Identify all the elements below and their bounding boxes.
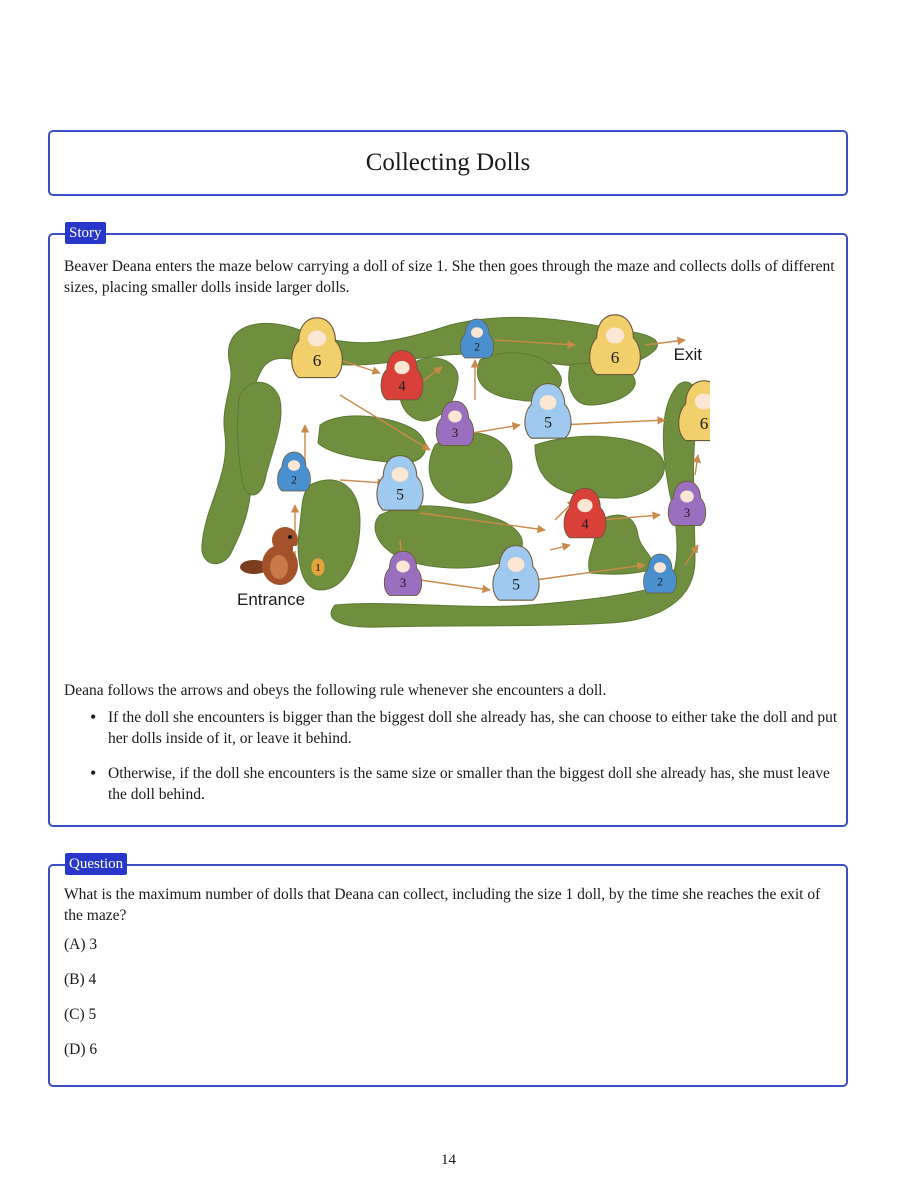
option-b[interactable]: (B) 4 bbox=[64, 971, 97, 988]
arrow bbox=[550, 545, 570, 550]
question-box bbox=[48, 856, 848, 1087]
doll-size-label: 6 bbox=[312, 351, 322, 371]
beaver-icon bbox=[240, 527, 298, 585]
arrow bbox=[560, 420, 665, 425]
doll-size-label: 2 bbox=[291, 474, 297, 487]
doll-icon bbox=[377, 456, 423, 511]
doll-size-label: 3 bbox=[399, 575, 407, 590]
answer-options bbox=[64, 936, 97, 1076]
doll-size-label: 5 bbox=[544, 414, 552, 432]
rule-item: • Otherwise, if the doll she encounters is the same size or smaller than the biggest doll she already has, she must leave the doll behind. bbox=[64, 763, 839, 805]
option-d[interactable]: (D) 6 bbox=[64, 1041, 98, 1058]
doll-size-label: 3 bbox=[683, 505, 691, 520]
question-tag: Question bbox=[65, 853, 127, 875]
island-6 bbox=[535, 436, 664, 498]
title-box bbox=[48, 130, 848, 196]
page-title: Collecting Dolls bbox=[365, 149, 531, 176]
doll-icon bbox=[292, 318, 343, 378]
island-1 bbox=[318, 416, 426, 463]
arrow bbox=[420, 580, 490, 590]
option-a[interactable]: (A) 3 bbox=[64, 936, 98, 953]
doll-size-label: 4 bbox=[398, 378, 406, 395]
doll-size-label: 5 bbox=[396, 486, 404, 504]
question-text: What is the maximum number of dolls that Deana can collect, including the size 1 doll, by the time she reaches the exit of the maze? bbox=[64, 886, 821, 924]
beaver-doll-label: 1 bbox=[315, 561, 321, 574]
story-text: Beaver Deana enters the maze below carrying a doll of size 1. She then goes through the maze and collects dolls of different sizes, placing smaller dolls inside larger dolls. bbox=[64, 258, 835, 296]
doll-icon bbox=[590, 315, 641, 375]
arrow bbox=[695, 455, 698, 475]
doll-size-label: 3 bbox=[451, 425, 459, 440]
option-c[interactable]: (C) 5 bbox=[64, 1006, 97, 1023]
doll-size-label: 2 bbox=[474, 341, 480, 354]
doll-size-label: 4 bbox=[581, 516, 589, 533]
exit-label: Exit bbox=[673, 345, 702, 364]
maze-diagram bbox=[190, 305, 710, 665]
entrance-label: Entrance bbox=[237, 590, 306, 609]
doll-size-label: 6 bbox=[610, 348, 620, 368]
story-box bbox=[48, 225, 848, 827]
rules-list bbox=[64, 707, 839, 819]
story-tag: Story bbox=[65, 222, 106, 244]
page-number: 14 bbox=[441, 1152, 456, 1168]
island-10 bbox=[237, 382, 281, 495]
doll-size-label: 6 bbox=[699, 414, 709, 434]
rule-intro: Deana follows the arrows and obeys the following rule whenever she encounters a doll. bbox=[64, 682, 607, 699]
doll-size-label: 5 bbox=[512, 576, 520, 594]
doll-size-label: 2 bbox=[657, 576, 663, 589]
island-7 bbox=[298, 480, 360, 590]
arrow bbox=[340, 480, 385, 483]
rule-item: • If the doll she encounters is bigger than the biggest doll she already has, she can choose to either take the doll and put her dolls inside of it, or leave it behind. bbox=[64, 707, 839, 749]
beaver-doll-icon bbox=[311, 558, 324, 576]
